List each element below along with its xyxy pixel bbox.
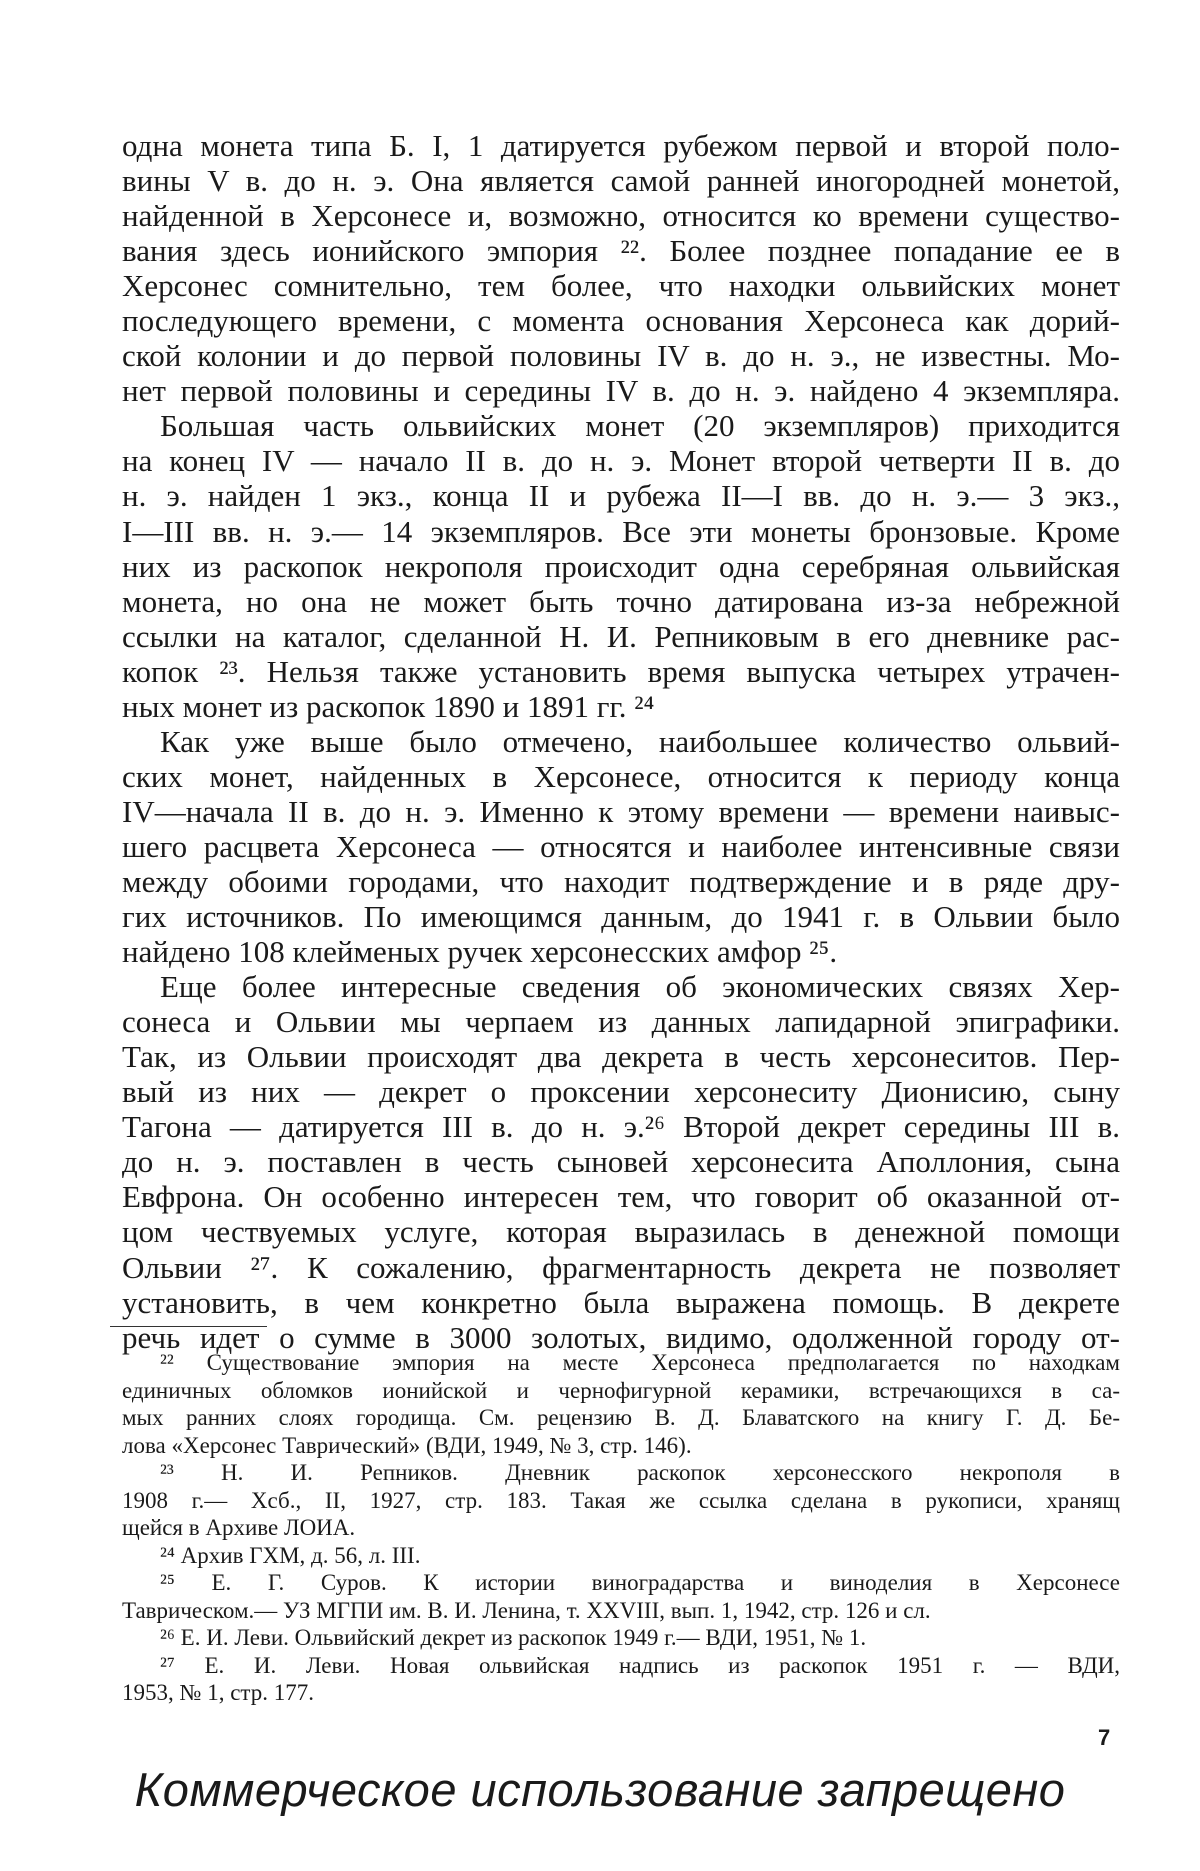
footnote-26: ²⁶ Е. И. Леви. Ольвийский декрет из раскопок 1949 г.— ВДИ, 1951, № 1. (160, 1625, 867, 1650)
text-line: Евфрона. Он особенно интересен тем, что говорит об оказанной от- (122, 1179, 1120, 1215)
text-line: ских монет, найденных в Херсонесе, относится к периоду конца (122, 758, 1120, 794)
text-line: копок ²³. Нельзя также установить время выпуска четырех утрачен- (122, 653, 1120, 689)
text-line: речь идет о сумме в 3000 золотых, видимо, одолженной городу от- (122, 1319, 1120, 1355)
text-line: Тагона — датируется III в. до н. э.²⁶ Второй декрет середины III в. (122, 1109, 1120, 1145)
text-line: монета, но она не может быть точно датирована из-за небрежной (122, 583, 1120, 619)
text-line: I—III вв. н. э.— 14 экземпляров. Все эти монеты бронзовые. Кроме (122, 513, 1120, 549)
footnote-line: мых ранних слоях городища. См. рецензию В. Д. Блаватского на книгу Г. Д. Бе- (122, 1405, 1120, 1430)
text-line: шего расцвета Херсонеса — относятся и наиболее интенсивные связи (122, 828, 1120, 864)
footnote-separator (110, 1326, 267, 1327)
text-line: ных монет из раскопок 1890 и 1891 гг. ²⁴ (122, 688, 655, 724)
text-line: ссылки на каталог, сделанной Н. И. Репниковым в его дневнике рас- (122, 618, 1120, 654)
text-line: цом чествуемых услуге, которая выразилась в денежной помощи (122, 1214, 1120, 1250)
paragraph-start-line: Большая часть ольвийских монет (20 экземпляров) приходится (160, 408, 1120, 444)
text-line: сонеса и Ольвии мы черпаем из данных лапидарной эпиграфики. (122, 1004, 1120, 1040)
text-line: между обоими городами, что находит подтверждение и в ряде дру- (122, 863, 1120, 899)
text-line: одна монета типа Б. I, 1 датируется рубежом первой и второй поло- (122, 128, 1120, 163)
text-line: н. э. найден 1 экз., конца II и рубежа II—I вв. до н. э.— 3 экз., (122, 478, 1120, 514)
footnotes (122, 1349, 1120, 1707)
main-text (122, 128, 1120, 1355)
text-line: Херсонес сомнительно, тем более, что находки ольвийских монет (122, 268, 1120, 304)
paragraph-start-line: Как уже выше было отмечено, наибольшее количество ольвий- (160, 723, 1120, 759)
paragraph-start-line: Еще более интересные сведения об экономических связях Хер- (160, 969, 1120, 1005)
text-line: последующего времени, с момента основания Херсонеса как дорий- (122, 303, 1120, 339)
text-line: IV—начала II в. до н. э. Именно к этому времени — времени наивыс- (122, 793, 1120, 829)
text-line: ской колонии и до первой половины IV в. до н. э., не известны. Мо- (122, 338, 1120, 374)
footnote-line: 1953, № 1, стр. 177. (122, 1680, 314, 1705)
text-line: гих источников. По имеющимся данным, до 1941 г. в Ольвии было (122, 899, 1120, 935)
text-line: нет первой половины и середины IV в. до н. э. найдено 4 экземпляра. (122, 373, 1120, 409)
text-line: на конец IV — начало II в. до н. э. Монет второй четверти II в. до (122, 443, 1120, 479)
footnote-23: ²³ Н. И. Репников. Дневник раскопок херсонесского некрополя в (160, 1460, 1120, 1485)
footnote-line: Таврическом.— УЗ МГПИ им. В. И. Ленина, т. XXVIII, вып. 1, 1942, стр. 126 и сл. (122, 1597, 931, 1623)
text-line: Так, из Ольвии происходят два декрета в честь херсонеситов. Пер- (122, 1039, 1120, 1075)
commercial-use-notice: Коммерческое использование запрещено (134, 1763, 1066, 1816)
text-line: вины V в. до н. э. Она является самой ранней иногородней монетой, (122, 163, 1120, 199)
page-number: 7 (1098, 1725, 1111, 1750)
text-line: вый из них — декрет о проксении херсонеситу Дионисию, сыну (122, 1074, 1120, 1110)
footnote-line: 1908 г.— Хсб., II, 1927, стр. 183. Такая же ссылка сделана в рукописи, хранящ (122, 1487, 1120, 1513)
footnote-line: единичных обломков ионийской и чернофигурной керамики, встречающихся в са- (122, 1377, 1120, 1403)
text-line: них из раскопок некрополя происходит одна серебряная ольвийская (122, 548, 1120, 584)
text-line: Ольвии ²⁷. К сожалению, фрагментарность декрета не позволяет (122, 1249, 1120, 1285)
text-line: найдено 108 клейменых ручек херсонесских амфор ²⁵. (122, 934, 838, 970)
footnote-25: ²⁵ Е. Г. Суров. К истории виноградарства и виноделия в Херсонесе (160, 1570, 1120, 1595)
footnote-line: щейся в Архиве ЛОИА. (122, 1515, 356, 1540)
footnote-line: лова «Херсонес Таврический» (ВДИ, 1949, № 3, стр. 146). (122, 1432, 692, 1458)
text-line: найденной в Херсонесе и, возможно, относится ко времени существо- (122, 198, 1120, 234)
text-line: до н. э. поставлен в честь сыновей херсонесита Аполлония, сына (122, 1144, 1120, 1180)
footnote-22: ²² Существование эмпория на месте Херсонеса предполагается по находкам (160, 1350, 1120, 1375)
text-line: установить, в чем конкретно была выражена помощь. В декрете (122, 1284, 1120, 1320)
footnote-24: ²⁴ Архив ГХМ, д. 56, л. III. (160, 1542, 421, 1568)
text-line: вания здесь ионийского эмпория ²². Более позднее попадание ее в (122, 233, 1120, 269)
footnote-27: ²⁷ Е. И. Леви. Новая ольвийская надпись из раскопок 1951 г. — ВДИ, (160, 1652, 1120, 1678)
